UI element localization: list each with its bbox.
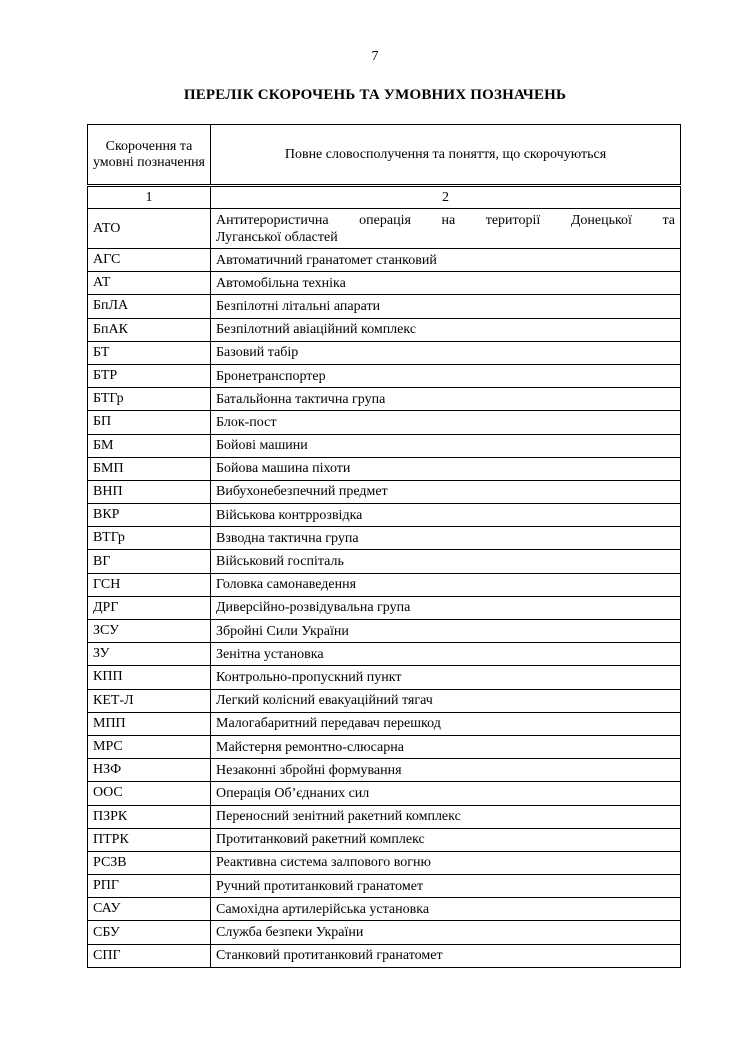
- full-term-cell: Головка самонаведення: [211, 573, 681, 596]
- full-term-cell: Бронетранспортер: [211, 364, 681, 387]
- table-row: [88, 875, 681, 898]
- table-row: [88, 295, 681, 318]
- abbreviations-table: [87, 186, 681, 968]
- table-row: [88, 898, 681, 921]
- table-row: [88, 480, 681, 503]
- full-term-cell: Взводна тактична група: [211, 527, 681, 550]
- table-row: [88, 805, 681, 828]
- table-row: [88, 828, 681, 851]
- abbreviation-cell: АТ: [88, 272, 211, 295]
- table-row: [88, 782, 681, 805]
- abbreviation-cell: БпЛА: [88, 295, 211, 318]
- abbreviation-cell: БТР: [88, 364, 211, 387]
- table-row: [88, 364, 681, 387]
- abbreviation-cell: БпАК: [88, 318, 211, 341]
- abbreviation-cell: ЗСУ: [88, 620, 211, 643]
- table-row: [88, 944, 681, 967]
- table-row: [88, 411, 681, 434]
- full-term-cell: Автомобільна техніка: [211, 272, 681, 295]
- abbreviation-cell: ВТГр: [88, 527, 211, 550]
- header-full-cell: Повне словосполучення та поняття, що скорочуються: [211, 125, 681, 185]
- full-term-cell: Малогабаритний передавач перешкод: [211, 712, 681, 735]
- table-row: [88, 341, 681, 364]
- table-row: [88, 689, 681, 712]
- abbreviation-cell: ГСН: [88, 573, 211, 596]
- column-number: 2: [211, 187, 681, 209]
- full-term-cell: Військова контррозвідка: [211, 504, 681, 527]
- full-term-cell: Автоматичний гранатомет станковий: [211, 249, 681, 272]
- abbreviation-cell: ДРГ: [88, 596, 211, 619]
- table-row: [88, 643, 681, 666]
- abbreviation-cell: МПП: [88, 712, 211, 735]
- table-row: [88, 620, 681, 643]
- table-row: [88, 272, 681, 295]
- full-term-cell: Самохідна артилерійська установка: [211, 898, 681, 921]
- full-term-cell: [211, 209, 681, 249]
- full-term-cell: Операція Об’єднаних сил: [211, 782, 681, 805]
- table-row: [88, 550, 681, 573]
- full-term-line: Луганської областей: [216, 229, 338, 245]
- abbreviation-cell: САУ: [88, 898, 211, 921]
- table-row: [88, 573, 681, 596]
- abbreviation-cell: КПП: [88, 666, 211, 689]
- table-row: [88, 249, 681, 272]
- full-term-cell: Базовий табір: [211, 341, 681, 364]
- full-term-cell: Вибухонебезпечний предмет: [211, 480, 681, 503]
- abbreviation-cell: БМП: [88, 457, 211, 480]
- abbreviation-cell: ПЗРК: [88, 805, 211, 828]
- full-term-cell: Бойова машина піхоти: [211, 457, 681, 480]
- full-term-cell: Безпілотні літальні апарати: [211, 295, 681, 318]
- header-abbr-cell: Скорочення та умовні позначення: [88, 125, 211, 185]
- abbreviation-cell: АТО: [88, 209, 211, 249]
- abbreviation-cell: ПТРК: [88, 828, 211, 851]
- table-header: [87, 124, 681, 185]
- abbreviation-cell: ЗУ: [88, 643, 211, 666]
- table-row: [88, 921, 681, 944]
- abbreviation-cell: БП: [88, 411, 211, 434]
- full-term-cell: Зенітна установка: [211, 643, 681, 666]
- full-term-cell: Станковий протитанковий гранатомет: [211, 944, 681, 967]
- table-row: [88, 759, 681, 782]
- full-term-cell: Переносний зенітний ракетний комплекс: [211, 805, 681, 828]
- page-number: 7: [371, 49, 379, 64]
- table-row: [88, 666, 681, 689]
- abbreviation-cell: БМ: [88, 434, 211, 457]
- full-term-cell: Бойові машини: [211, 434, 681, 457]
- page-title: ПЕРЕЛІК СКОРОЧЕНЬ ТА УМОВНИХ ПОЗНАЧЕНЬ: [183, 87, 567, 103]
- abbreviation-cell: БТГр: [88, 388, 211, 411]
- full-term-cell: Безпілотний авіаційний комплекс: [211, 318, 681, 341]
- full-term-cell: Реактивна система залпового вогню: [211, 851, 681, 874]
- abbreviation-cell: СПГ: [88, 944, 211, 967]
- abbreviation-cell: СБУ: [88, 921, 211, 944]
- full-term-cell: Легкий колісний евакуаційний тягач: [211, 689, 681, 712]
- table-row: [88, 457, 681, 480]
- abbreviation-cell: МРС: [88, 735, 211, 758]
- full-term-cell: Ручний протитанковий гранатомет: [211, 875, 681, 898]
- full-term-cell: Майстерня ремонтно-слюсарна: [211, 735, 681, 758]
- column-number-row: [88, 187, 681, 209]
- full-term-cell: Служба безпеки України: [211, 921, 681, 944]
- full-term-cell: Диверсійно-розвідувальна група: [211, 596, 681, 619]
- column-number: 1: [88, 187, 211, 209]
- full-term-cell: Контрольно-пропускний пункт: [211, 666, 681, 689]
- table-row: [88, 596, 681, 619]
- abbreviation-cell: ООС: [88, 782, 211, 805]
- table-row: [88, 318, 681, 341]
- abbreviation-cell: ВКР: [88, 504, 211, 527]
- table-row: [88, 527, 681, 550]
- full-term-cell: Батальйонна тактична група: [211, 388, 681, 411]
- abbreviation-cell: РСЗВ: [88, 851, 211, 874]
- table-row: [88, 851, 681, 874]
- full-term-cell: Протитанковий ракетний комплекс: [211, 828, 681, 851]
- abbreviation-cell: КЕТ-Л: [88, 689, 211, 712]
- full-term-cell: Військовий госпіталь: [211, 550, 681, 573]
- table-row: [88, 209, 681, 249]
- table-row: [88, 388, 681, 411]
- abbreviation-cell: НЗФ: [88, 759, 211, 782]
- abbreviation-cell: ВГ: [88, 550, 211, 573]
- abbreviation-cell: БТ: [88, 341, 211, 364]
- full-term-cell: Збройні Сили України: [211, 620, 681, 643]
- table-row: [88, 735, 681, 758]
- table-row: [88, 504, 681, 527]
- table-row: [88, 712, 681, 735]
- abbreviation-cell: РПГ: [88, 875, 211, 898]
- full-term-cell: Незаконні збройні формування: [211, 759, 681, 782]
- abbreviation-cell: АГС: [88, 249, 211, 272]
- abbreviation-cell: ВНП: [88, 480, 211, 503]
- full-term-cell: Блок-пост: [211, 411, 681, 434]
- full-term-line: Антитерористична операція на території Донецької та: [216, 212, 675, 228]
- table-row: [88, 434, 681, 457]
